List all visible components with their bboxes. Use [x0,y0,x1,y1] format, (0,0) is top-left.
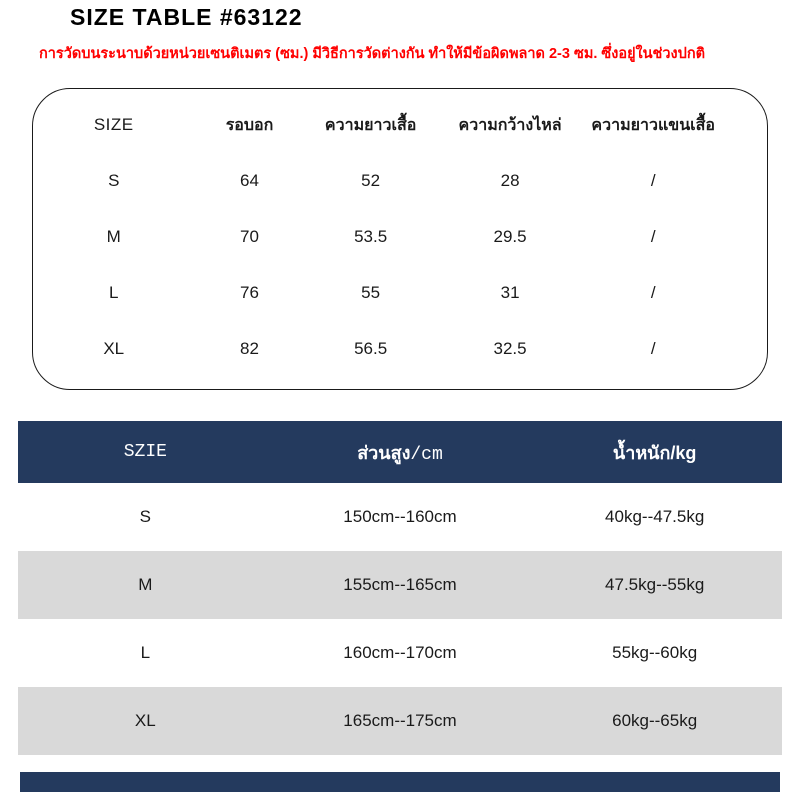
garment-cell: / [650,171,656,190]
garment-cell: / [650,283,656,302]
garment-header-sleeve-length: ความยาวแขนเสื้อ [591,116,715,134]
garment-cell: 64 [240,171,259,190]
garment-cell: S [108,171,120,190]
body-cell: 150cm--160cm [343,507,457,526]
garment-header-shoulder-width: ความกว้างไหล่ [458,116,562,134]
garment-cell: XL [103,339,125,358]
body-header-size: SZIE [123,442,167,462]
garment-cell: 56.5 [354,339,388,358]
body-header-height [273,438,528,467]
footer-divider-bar [20,772,780,792]
body-cell: L [140,643,151,662]
body-cell: 160cm--170cm [343,643,457,662]
body-cell: 55kg--60kg [612,643,698,662]
garment-row-l [33,265,767,321]
page-title: SIZE TABLE #63122 [70,4,303,30]
garment-cell: 28 [500,171,520,190]
garment-row-m [33,209,767,265]
garment-cell: 55 [361,283,381,302]
body-header-weight: น้ำหนัก/kg [612,442,697,463]
garment-row-xl [33,321,767,377]
garment-header-shirt-length: ความยาวเสื้อ [324,116,417,134]
body-row-s [18,483,782,551]
garment-cell: 31 [500,283,520,302]
garment-header-size: SIZE [93,115,134,134]
body-row-m [18,551,782,619]
body-cell: 40kg--47.5kg [605,507,705,526]
garment-cell: L [109,283,119,302]
body-header-height-unit: /cm [410,444,443,465]
garment-cell: 32.5 [493,339,527,358]
garment-cell: 29.5 [493,227,527,246]
body-row-xl [18,687,782,755]
garment-row-s [33,153,767,209]
garment-cell: / [650,339,656,358]
garment-header-chest: รอบอก [225,116,274,134]
body-cell: S [139,507,151,526]
body-cell: 47.5kg--55kg [605,575,705,594]
garment-cell: 76 [240,283,259,302]
body-row-l [18,619,782,687]
garment-cell: 53.5 [354,227,388,246]
body-table-header-row [18,421,782,483]
garment-cell: 70 [240,227,259,246]
body-cell: XL [134,711,156,730]
garment-cell: 82 [240,339,259,358]
body-size-table [18,421,782,755]
body-cell: 155cm--165cm [343,575,457,594]
body-cell: M [138,575,153,594]
body-cell: 60kg--65kg [612,711,698,730]
garment-cell: / [650,227,656,246]
garment-cell: 52 [361,171,381,190]
garment-header-row [33,97,767,153]
garment-cell: M [106,227,121,246]
body-header-height-label: ส่วนสูง [357,442,411,463]
disclaimer-text: การวัดบนระนาบด้วยหน่วยเซนติเมตร (ซม.) มีวิธีการวัดต่างกัน ทำให้มีข้อผิดพลาด 2-3 ซม. ซึ่งอยู่ในช่วงปกติ [38,46,706,62]
body-cell: 165cm--175cm [343,711,457,730]
garment-measurements-table [32,88,768,390]
